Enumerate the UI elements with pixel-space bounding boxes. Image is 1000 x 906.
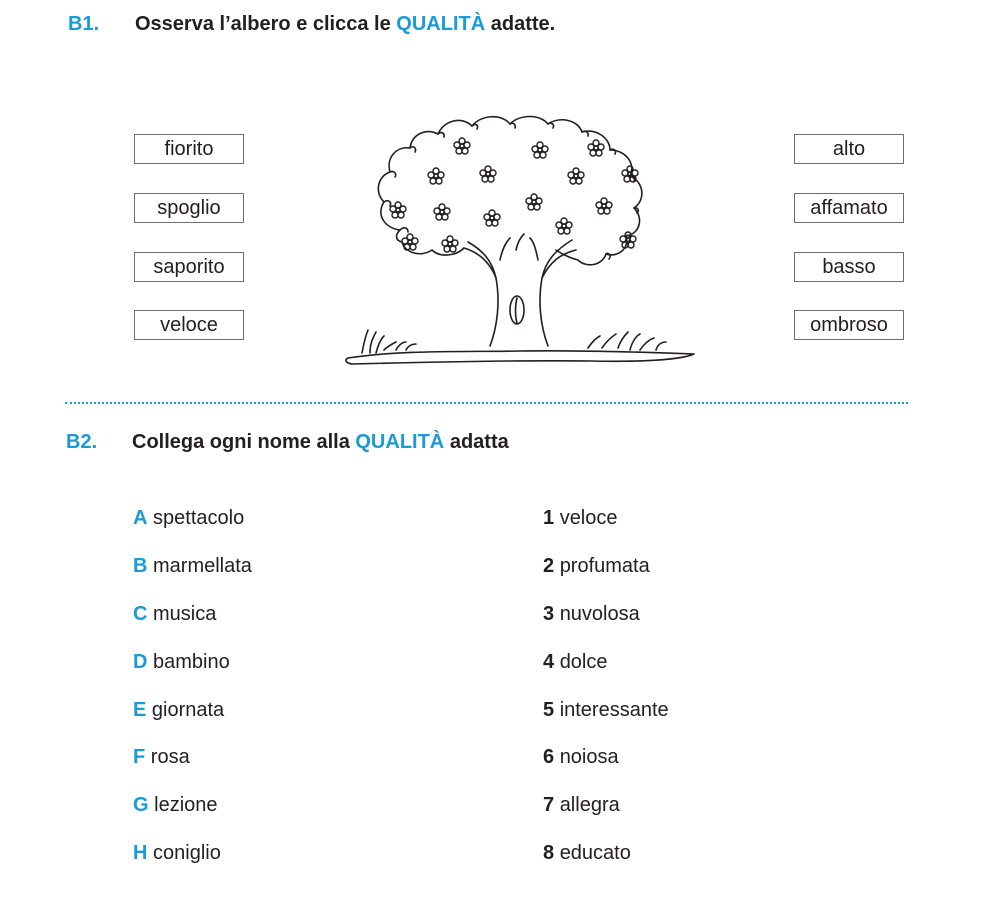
quality-item-5[interactable] (543, 699, 669, 722)
quality-number: 3 (543, 603, 555, 625)
quality-word: nuvolosa (559, 603, 640, 625)
noun-item-d[interactable] (133, 651, 230, 674)
noun-word: bambino (153, 651, 230, 673)
noun-letter: E (133, 699, 147, 721)
noun-word: rosa (150, 746, 190, 768)
section-divider (65, 402, 908, 404)
quality-number: 6 (543, 746, 555, 768)
noun-word: marmellata (153, 555, 252, 577)
word-box-left-4[interactable]: veloce (134, 310, 244, 340)
quality-item-2[interactable] (543, 555, 650, 578)
noun-letter: C (133, 603, 148, 625)
grass-left (362, 330, 416, 353)
tree-illustration (340, 110, 700, 370)
noun-letter: G (133, 794, 149, 816)
word-box-right-2[interactable]: affamato (794, 193, 904, 223)
noun-item-c[interactable] (133, 603, 216, 626)
b1-number: B1. (68, 13, 100, 35)
noun-word: lezione (154, 794, 218, 816)
quality-word: profumata (559, 555, 650, 577)
quality-item-1[interactable] (543, 507, 618, 530)
quality-number: 4 (543, 651, 555, 673)
noun-item-f[interactable] (133, 746, 190, 769)
noun-item-h[interactable] (133, 842, 221, 865)
word-box-left-1[interactable]: fiorito (134, 134, 244, 164)
quality-item-8[interactable] (543, 842, 631, 865)
tree-branches (464, 234, 576, 278)
quality-number: 5 (543, 699, 555, 721)
noun-word: spettacolo (153, 507, 245, 529)
b1-text-after: adatte. (485, 13, 556, 35)
b1-highlight: QUALITÀ (396, 13, 486, 35)
quality-number: 7 (543, 794, 555, 816)
word-box-left-3[interactable]: saporito (134, 252, 244, 282)
noun-letter: H (133, 842, 148, 864)
noun-item-b[interactable] (133, 555, 252, 578)
word-box-right-3[interactable]: basso (794, 252, 904, 282)
quality-number: 1 (543, 507, 555, 529)
b2-text-before: Collega ogni nome alla (132, 431, 356, 453)
quality-word: educato (559, 842, 631, 864)
quality-item-3[interactable] (543, 603, 640, 626)
noun-word: musica (153, 603, 217, 625)
quality-word: allegra (559, 794, 620, 816)
quality-number: 8 (543, 842, 555, 864)
tree-flowers (390, 138, 638, 252)
b2-highlight: QUALITÀ (355, 431, 445, 453)
b1-heading (68, 13, 555, 36)
noun-letter: D (133, 651, 148, 673)
word-box-right-4[interactable]: ombroso (794, 310, 904, 340)
tree-trunk (468, 240, 572, 346)
noun-item-g[interactable] (133, 794, 218, 817)
quality-item-6[interactable] (543, 746, 619, 769)
noun-item-a[interactable] (133, 507, 244, 530)
quality-word: interessante (559, 699, 669, 721)
noun-letter: A (133, 507, 148, 529)
b1-text-before: Osserva l’albero e clicca le (135, 13, 397, 35)
ground-line (346, 351, 694, 364)
grass-right (588, 332, 666, 350)
noun-item-e[interactable] (133, 699, 224, 722)
quality-word: dolce (559, 651, 608, 673)
noun-letter: F (133, 746, 146, 768)
word-box-left-2[interactable]: spoglio (134, 193, 244, 223)
noun-word: coniglio (153, 842, 221, 864)
quality-item-4[interactable] (543, 651, 608, 674)
noun-letter: B (133, 555, 148, 577)
b2-text-after: adatta (444, 431, 509, 453)
quality-word: noiosa (559, 746, 619, 768)
b2-number: B2. (66, 431, 98, 453)
quality-item-7[interactable] (543, 794, 620, 817)
noun-word: giornata (151, 699, 225, 721)
quality-word: veloce (559, 507, 618, 529)
word-box-right-1[interactable]: alto (794, 134, 904, 164)
b2-heading (66, 431, 509, 454)
quality-number: 2 (543, 555, 555, 577)
